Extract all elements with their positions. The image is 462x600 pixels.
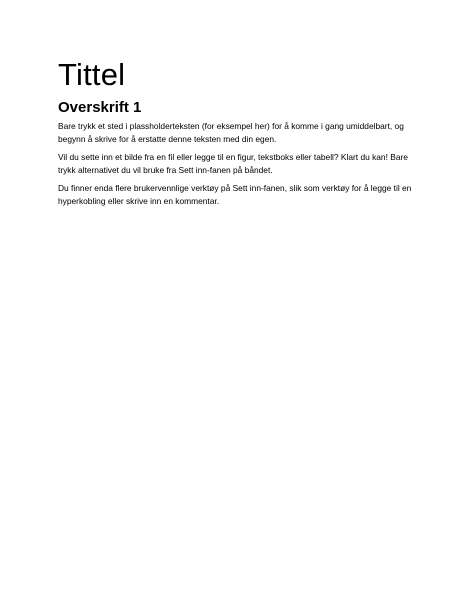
paragraph-1[interactable]: Bare trykk et sted i plassholderteksten (for eksempel her) for å komme i gang umiddelbart, og begynn å skrive for å erstatte denne teksten med din egen. xyxy=(58,121,404,144)
heading-1[interactable]: Overskrift 1 xyxy=(58,99,142,116)
paragraph-2[interactable]: Vil du sette inn et bilde fra en fil eller legge til en figur, tekstboks eller tabell? Klart du kan! Bare trykk alternativet du vil bruke fra Sett inn-fanen på båndet. xyxy=(58,152,408,175)
document-body xyxy=(58,56,418,213)
paragraph-3[interactable]: Du finner enda flere brukervennlige verktøy på Sett inn-fanen, slik som verktøy for å legge til en hyperkobling eller skrive inn en kommentar. xyxy=(58,183,412,206)
document-title[interactable]: Tittel xyxy=(58,57,126,92)
